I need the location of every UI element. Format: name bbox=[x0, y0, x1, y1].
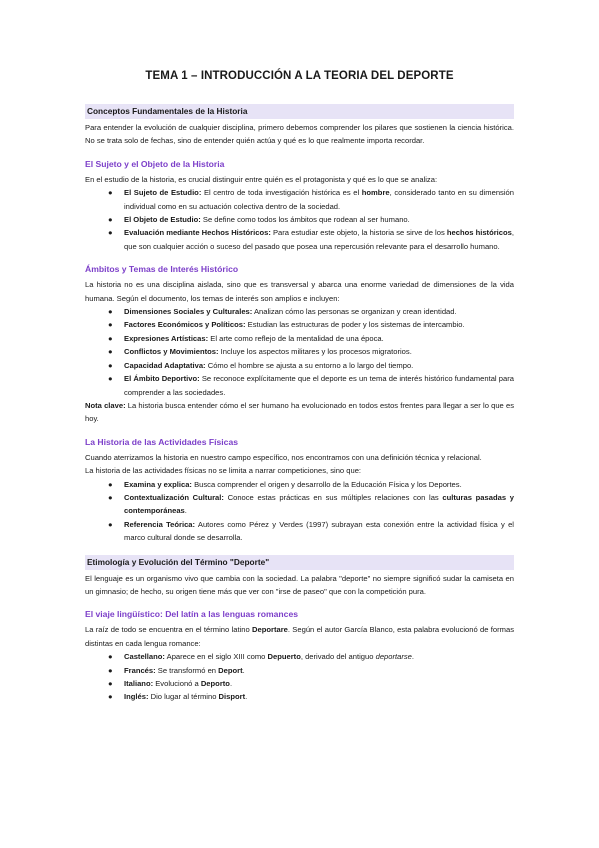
paragraph-conceptos: Para entender la evolución de cualquier disciplina, primero debemos comprender los pilares que sostienen la ciencia histórica. No se trata solo de fechas, sino de entender quién actúa y qué es lo que realmente importa recordar. bbox=[85, 123, 514, 146]
paragraph-sujeto-intro: En el estudio de la historia, es crucial distinguir entre quién es el protagonista y qué es lo que se analiza: bbox=[85, 174, 438, 184]
list-item: ● El Objeto de Estudio: Se define como todos los ámbitos que rodean al ser humano. bbox=[108, 213, 514, 226]
section-heading-conceptos: Conceptos Fundamentales de la Historia bbox=[85, 104, 514, 119]
bullet-icon: ● bbox=[108, 519, 113, 529]
list-actividades bbox=[85, 478, 514, 545]
list-item: ● El Ámbito Deportivo: Se reconoce explícitamente que el deporte es un tema de interés histórico fundamental para comprender a las sociedades. bbox=[108, 374, 514, 397]
list-item: ● Referencia Teórica: Autores como Pérez y Verdes (1997) subrayan esta conexión entre la actividad física y el marco cultural donde se desarrolla. bbox=[108, 519, 514, 543]
list-item: ● Castellano: Aparece en el siglo XIII como Depuerto, derivado del antiguo deportarse. bbox=[108, 650, 514, 663]
bullet-icon: ● bbox=[108, 307, 113, 317]
paragraph-actividades-1: Cuando aterrizamos la historia en nuestro campo específico, nos encontramos con una definición técnica y relacional. bbox=[85, 452, 482, 462]
bullet-icon: ● bbox=[108, 188, 113, 198]
list-lenguas bbox=[85, 650, 514, 704]
bullet-icon: ● bbox=[108, 374, 113, 384]
list-item: ● Contextualización Cultural: Conoce estas prácticas en sus múltiples relaciones con las culturas pasadas y contemporáneas. bbox=[108, 492, 514, 516]
bullet-icon: ● bbox=[108, 692, 113, 702]
paragraph-etimologia: El lenguaje es un organismo vivo que cambia con la sociedad. La palabra "deporte" no siempre significó sudar la camiseta en un gimnasio; de hecho, su origen tiene más que ver con "irse de paseo" que con la competición pura. bbox=[85, 573, 514, 596]
bullet-icon: ● bbox=[108, 492, 113, 502]
list-sujeto-objeto bbox=[85, 186, 514, 253]
list-item: ● Italiano: Evolucionó a Deporto. bbox=[108, 677, 514, 690]
paragraph-ambitos-intro: La historia no es una disciplina aislada, sino que es transversal y abarca una enorme variedad de dimensiones de la vida humana. Según el documento, los temas de interés son amplios e incluyen: bbox=[85, 280, 514, 303]
subheading-viaje-linguistico: El viaje lingüístico: Del latín a las lenguas romances bbox=[85, 609, 299, 620]
paragraph-viaje-intro: La raíz de todo se encuentra en el término latino Deportare. Según el autor García Blanco, esta palabra evolucionó de formas distintas en cada lengua romance: bbox=[85, 625, 514, 648]
bullet-icon: ● bbox=[108, 228, 113, 238]
bullet-icon: ● bbox=[108, 652, 113, 662]
subheading-sujeto-objeto: El Sujeto y el Objeto de la Historia bbox=[85, 158, 225, 169]
bullet-icon: ● bbox=[108, 347, 113, 357]
list-ambitos bbox=[85, 305, 514, 399]
list-item: ● Inglés: Dio lugar al término Disport. bbox=[108, 690, 514, 703]
list-item: ● Expresiones Artísticas: El arte como reflejo de la mentalidad de una época. bbox=[108, 332, 514, 345]
list-item: ● Dimensiones Sociales y Culturales: Analizan cómo las personas se organizan y crean identidad. bbox=[108, 305, 514, 318]
bullet-icon: ● bbox=[108, 215, 113, 225]
list-item: ● Examina y explica: Busca comprender el origen y desarrollo de la Educación Física y los Deportes. bbox=[108, 478, 514, 491]
list-item: ● Conflictos y Movimientos: Incluye los aspectos militares y los procesos migratorios. bbox=[108, 345, 514, 358]
list-item: ● Capacidad Adaptativa: Cómo el hombre se ajusta a su entorno a lo largo del tiempo. bbox=[108, 359, 514, 372]
bullet-icon: ● bbox=[108, 320, 113, 330]
list-item: ● Evaluación mediante Hechos Históricos: Para estudiar este objeto, la historia se sirve de los hechos históricos, que son cualquier acción o suceso del pasado que posea una repercusión relevante para el desarrollo humano. bbox=[108, 228, 514, 251]
bullet-icon: ● bbox=[108, 479, 113, 489]
bullet-icon: ● bbox=[108, 360, 113, 370]
list-item: ● El Sujeto de Estudio: El centro de toda investigación histórica es el hombre, considerado tanto en su dimensión individual como en su actuación colectiva dentro de la sociedad. bbox=[108, 188, 514, 211]
section-heading-etimologia: Etimología y Evolución del Término "Deporte" bbox=[85, 555, 514, 570]
bullet-icon: ● bbox=[108, 665, 113, 675]
note-key: Nota clave: La historia busca entender cómo el ser humano ha evolucionado en todos estos frentes para llegar a ser lo que es hoy. bbox=[85, 400, 514, 424]
list-item: ● Factores Económicos y Políticos: Estudian las estructuras de poder y los sistemas de intercambio. bbox=[108, 318, 514, 331]
bullet-icon: ● bbox=[108, 333, 113, 343]
subheading-ambitos: Ámbitos y Temas de Interés Histórico bbox=[85, 264, 239, 275]
page-title: TEMA 1 – INTRODUCCIÓN A LA TEORIA DEL DEPORTE bbox=[145, 70, 454, 82]
paragraph-actividades-2: La historia de las actividades físicas no se limita a narrar competiciones, sino que: bbox=[85, 466, 362, 476]
bullet-icon: ● bbox=[108, 679, 113, 688]
subheading-actividades-fisicas: La Historia de las Actividades Físicas bbox=[85, 436, 239, 447]
list-item: ● Francés: Se transformó en Deport. bbox=[108, 664, 514, 677]
